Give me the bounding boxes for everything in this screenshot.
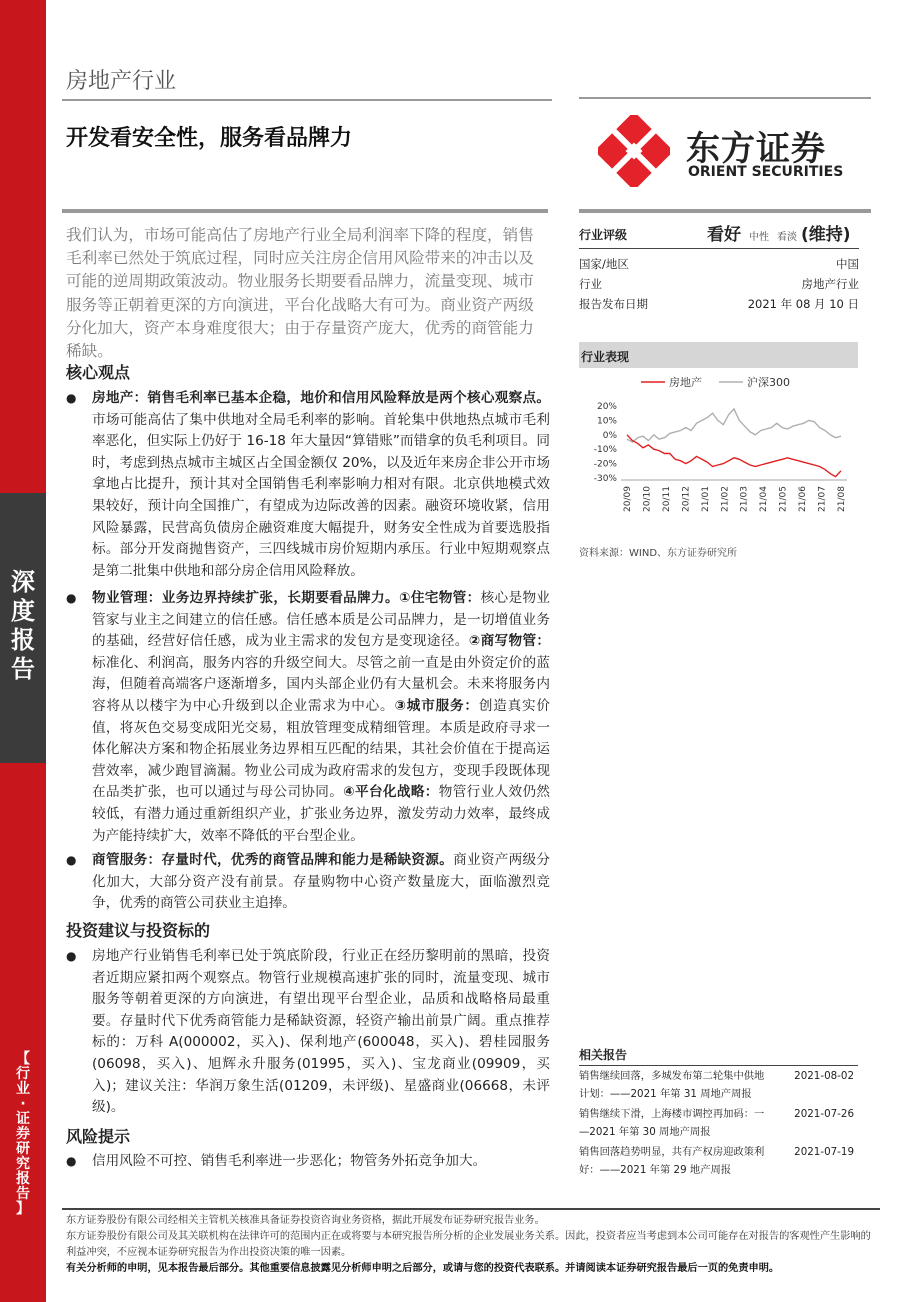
y-tick-label: 10% (596, 416, 617, 427)
bullet-text: 标准化、利润高，服务内容的升级空间大。尽管之前一直是由外资定价的蓝海，但随着高端客户逐渐增多，国内头部企业仍有大量机会。未来将服务内容将从以楼宇为中心升级到以企业需求为中心。 (92, 654, 550, 714)
report-category-label: 【 行 业 · 证 券 研 究 报 告 】 (16, 1051, 30, 1217)
related-report-title: 计划：——2021 年第 31 周地产周报 (579, 1088, 752, 1100)
bullet-text: 商业资产两级分化加大，大部分资产没有前景。存量购物中心资产数量庞大，面临激烈竞争，优秀的商管公司获业主追捧。 (92, 852, 550, 912)
chart-source: 资料来源：WIND、东方证券研究所 (579, 548, 738, 559)
info-key: 国家/地区 (579, 257, 629, 271)
section-title-risk: 风险提示 (66, 1127, 131, 1146)
divider (62, 209, 548, 213)
bullet-heading: 房地产：销售毛利率已基本企稳，地价和信用风险释放是两个核心观察点。 (92, 390, 550, 406)
x-tick-label: 21/02 (720, 486, 731, 512)
related-report-title: 销售继续下滑，上海楼市调控再加码：一 (579, 1108, 765, 1120)
left-side-bar (0, 0, 46, 1302)
related-report-date: 2021-07-19 (794, 1146, 854, 1158)
bullet-property-management (66, 588, 550, 847)
y-tick-label: -30% (593, 474, 617, 484)
logo-text-en: ORIENT SECURITIES (688, 164, 844, 180)
disclaimer-line: 有关分析师的申明，见本报告最后部分。其他重要信息披露见分析师申明之后部分，或请与您的投资代表联系。并请阅读本证券研究报告最后一页的免责申明。 (66, 1263, 780, 1274)
related-report-date: 2021-08-02 (794, 1070, 854, 1082)
bullet-heading: ②商写物管： (468, 633, 551, 650)
related-report-date: 2021-07-26 (794, 1108, 854, 1120)
info-row-industry (579, 276, 859, 292)
divider (579, 97, 871, 99)
info-key: 报告发布日期 (579, 297, 648, 311)
info-row-date (579, 296, 859, 312)
y-tick-label: 0% (602, 430, 617, 441)
bullet-text: 创造真实价值，将灰色交易变成阳光交易，粗放管理变成精细管理。本质是政府寻求一体化解决方案和物企拓展业务边界相互匹配的结果，其社会价值在于提高运营效率，减少跑冒滴漏。物业公司成为政府需求的发包方，变现手段既体现在品类扩张，也可以通过与母公司协同。 (92, 697, 551, 801)
x-tick-label: 20/10 (642, 486, 653, 512)
info-value: 中国 (836, 257, 859, 271)
x-tick-label: 21/07 (817, 486, 828, 512)
bullet-risk (66, 1151, 550, 1173)
x-tick-label: 21/06 (798, 486, 809, 512)
bullet-heading: ④平台化战略： (343, 784, 439, 801)
bullet-investment (66, 946, 550, 1119)
legend-label: 沪深300 (747, 376, 790, 389)
info-value: 房地产行业 (801, 277, 859, 291)
bullet-icon: ● (66, 949, 77, 963)
related-report-title: 好：——2021 年第 29 地产周报 (579, 1164, 732, 1176)
related-report-title: —2021 年第 30 周地产周报 (579, 1126, 711, 1138)
section-title-invest: 投资建议与投资标的 (66, 921, 211, 940)
related-report-item[interactable] (579, 1104, 858, 1142)
logo-mark-icon (598, 115, 670, 187)
related-report-title: 销售回落趋势明显，共有产权房迎政策利 (579, 1146, 765, 1158)
disclaimer-line: 东方证券股份有限公司经相关主管机关核准具备证券投资咨询业务资格，据此开展发布证券研究报告业务。 (66, 1215, 545, 1226)
x-tick-label: 20/12 (681, 486, 692, 512)
bullet-heading: 物业管理：业务边界持续扩张，长期要看品牌力。①住宅物管： (92, 590, 481, 606)
rating-label: 行业评级 (579, 228, 628, 242)
x-tick-label: 21/05 (778, 486, 789, 512)
info-value: 2021 年 08 月 10 日 (747, 297, 859, 311)
page-title: 开发看安全性，服务看品牌力 (66, 126, 353, 151)
related-reports (579, 1046, 858, 1180)
x-tick-label: 21/08 (837, 486, 847, 512)
industry-performance-title: 行业表现 (581, 350, 630, 364)
rating-status: (维持) (801, 225, 851, 245)
rating-option-neutral: 中性 (749, 232, 769, 243)
bullet-icon: ● (66, 391, 77, 405)
sector-title: 房地产行业 (66, 69, 177, 94)
report-type-label: 深 度 报 告 (11, 568, 35, 683)
related-report-title: 销售继续回落，多城发布第二轮集中供地 (579, 1070, 765, 1082)
bullet-text: 市场可能高估了集中供地对全局毛利率的影响。首轮集中供地热点城市毛利率恶化，但实际上仍好于 16-18 年大量因“算错账”而错拿的负毛利项目。同时，考虑到热点城市主城区占全国金额仅 20%，以及近年来房企非公开市场拿地占比提升，预计其对全国销售毛利率影响力相对有限。北京供地模式效果较好，预计向全国推广，有望成为边际改善的因素。融资环境收紧，信用风险暴露，民营高负债房企融资难度大幅提升，财务安全性成为首要选股指标。部分开发商抛售资产，三四线城市房价短期内承压。行业中短期观察点是第二批集中供地和部分房企信用风险释放。 (92, 411, 550, 579)
bullet-heading: 商管服务：存量时代，优秀的商管品牌和能力是稀缺资源。 (92, 852, 454, 868)
rating-option-negative: 看淡 (777, 232, 797, 243)
y-tick-label: -20% (593, 459, 617, 470)
related-reports-title: 相关报告 (579, 1046, 858, 1066)
bullet-commercial-management (66, 850, 550, 915)
divider (62, 99, 552, 101)
x-tick-label: 21/01 (700, 486, 711, 512)
industry-rating (579, 218, 859, 246)
bullet-text: 核心是物业管家与业主之间建立的信任感。信任感本质是公司品牌力，是一切增值业务的基础，经营好信任感，成为业主需求的发包方是变现途径。 (92, 590, 550, 650)
x-tick-label: 20/09 (623, 486, 633, 512)
bullet-text: 物管行业人效仍然较低，有潜力通过重新组织产业，扩张业务边界，激发劳动力效率，最终成为产能持续扩大，效率不降低的平台型企业。 (92, 784, 551, 844)
divider (579, 248, 859, 249)
bullet-text: 信用风险不可控、销售毛利率进一步恶化；物管务外拓竞争加大。 (92, 1153, 487, 1169)
bullet-icon: ● (66, 853, 77, 867)
bullet-real-estate (66, 388, 550, 582)
divider (62, 1208, 880, 1210)
x-tick-label: 21/03 (739, 486, 750, 512)
legend-label: 房地产 (669, 376, 702, 389)
divider (579, 209, 871, 213)
bullet-icon: ● (66, 591, 77, 605)
series-line (627, 435, 841, 477)
y-tick-label: 20% (596, 402, 617, 412)
disclaimer-line: 东方证券股份有限公司及其关联机构在法律许可的范围内正在或将要与本研究报告所分析的企业发展业务关系。因此，投资者应当考虑到本公司可能存在对报告的客观性产生影响的利益冲突，不应视本证券研究报告为作出投资决策的唯一因素。 (66, 1231, 871, 1258)
x-tick-label: 20/11 (661, 486, 672, 512)
logo-text-cn: 东方证券 (686, 129, 826, 169)
rating-value: 看好 (707, 225, 741, 245)
info-key: 行业 (579, 277, 602, 291)
series-line (627, 409, 841, 442)
industry-performance-header (579, 342, 858, 368)
section-title-core: 核心观点 (66, 363, 131, 382)
company-logo (598, 115, 858, 185)
performance-chart (579, 370, 859, 540)
info-row-region (579, 256, 859, 272)
bullet-text: 房地产行业销售毛利率已处于筑底阶段，行业正在经历黎明前的黑暗，投资者近期应紧扣两个观察点。物管行业规模高速扩张的同时，流量变现、城市服务等朝着更深的方向演进，有望出现平台型企业，品质和战略格局最重要。存量时代下优秀商管能力是稀缺资源，轻资产输出前景广阔。重点推荐标的：万科 A(000002，买入)、保利地产(600048，买入)、碧桂园服务(06098，买入)、旭辉永升服务(01995，买入)、宝龙商业(09909，买入)；建议关注：华润万象生活(01209，未评级)、星盛商业(06668，未评级)。 (92, 948, 550, 1116)
bullet-heading: ③城市服务： (394, 697, 479, 714)
x-tick-label: 21/04 (759, 486, 770, 512)
disclaimer-footer (66, 1213, 874, 1277)
intro-summary: 我们认为，市场可能高估了房地产行业全局利润率下降的程度，销售毛利率已然处于筑底过程，同时应关注房企信用风险带来的冲击以及可能的逆周期政策波动。物业服务长期要看品牌力，流量变现、城市服务等正朝着更深的方向演进，平台化战略大有可为。商业资产两级分化加大，资产本身难度很大；由于存量资产庞大，优秀的商管能力稀缺。 (66, 226, 534, 361)
related-report-item[interactable] (579, 1066, 858, 1104)
y-tick-label: -10% (593, 445, 617, 456)
bullet-icon: ● (66, 1154, 77, 1168)
related-report-item[interactable] (579, 1142, 858, 1180)
